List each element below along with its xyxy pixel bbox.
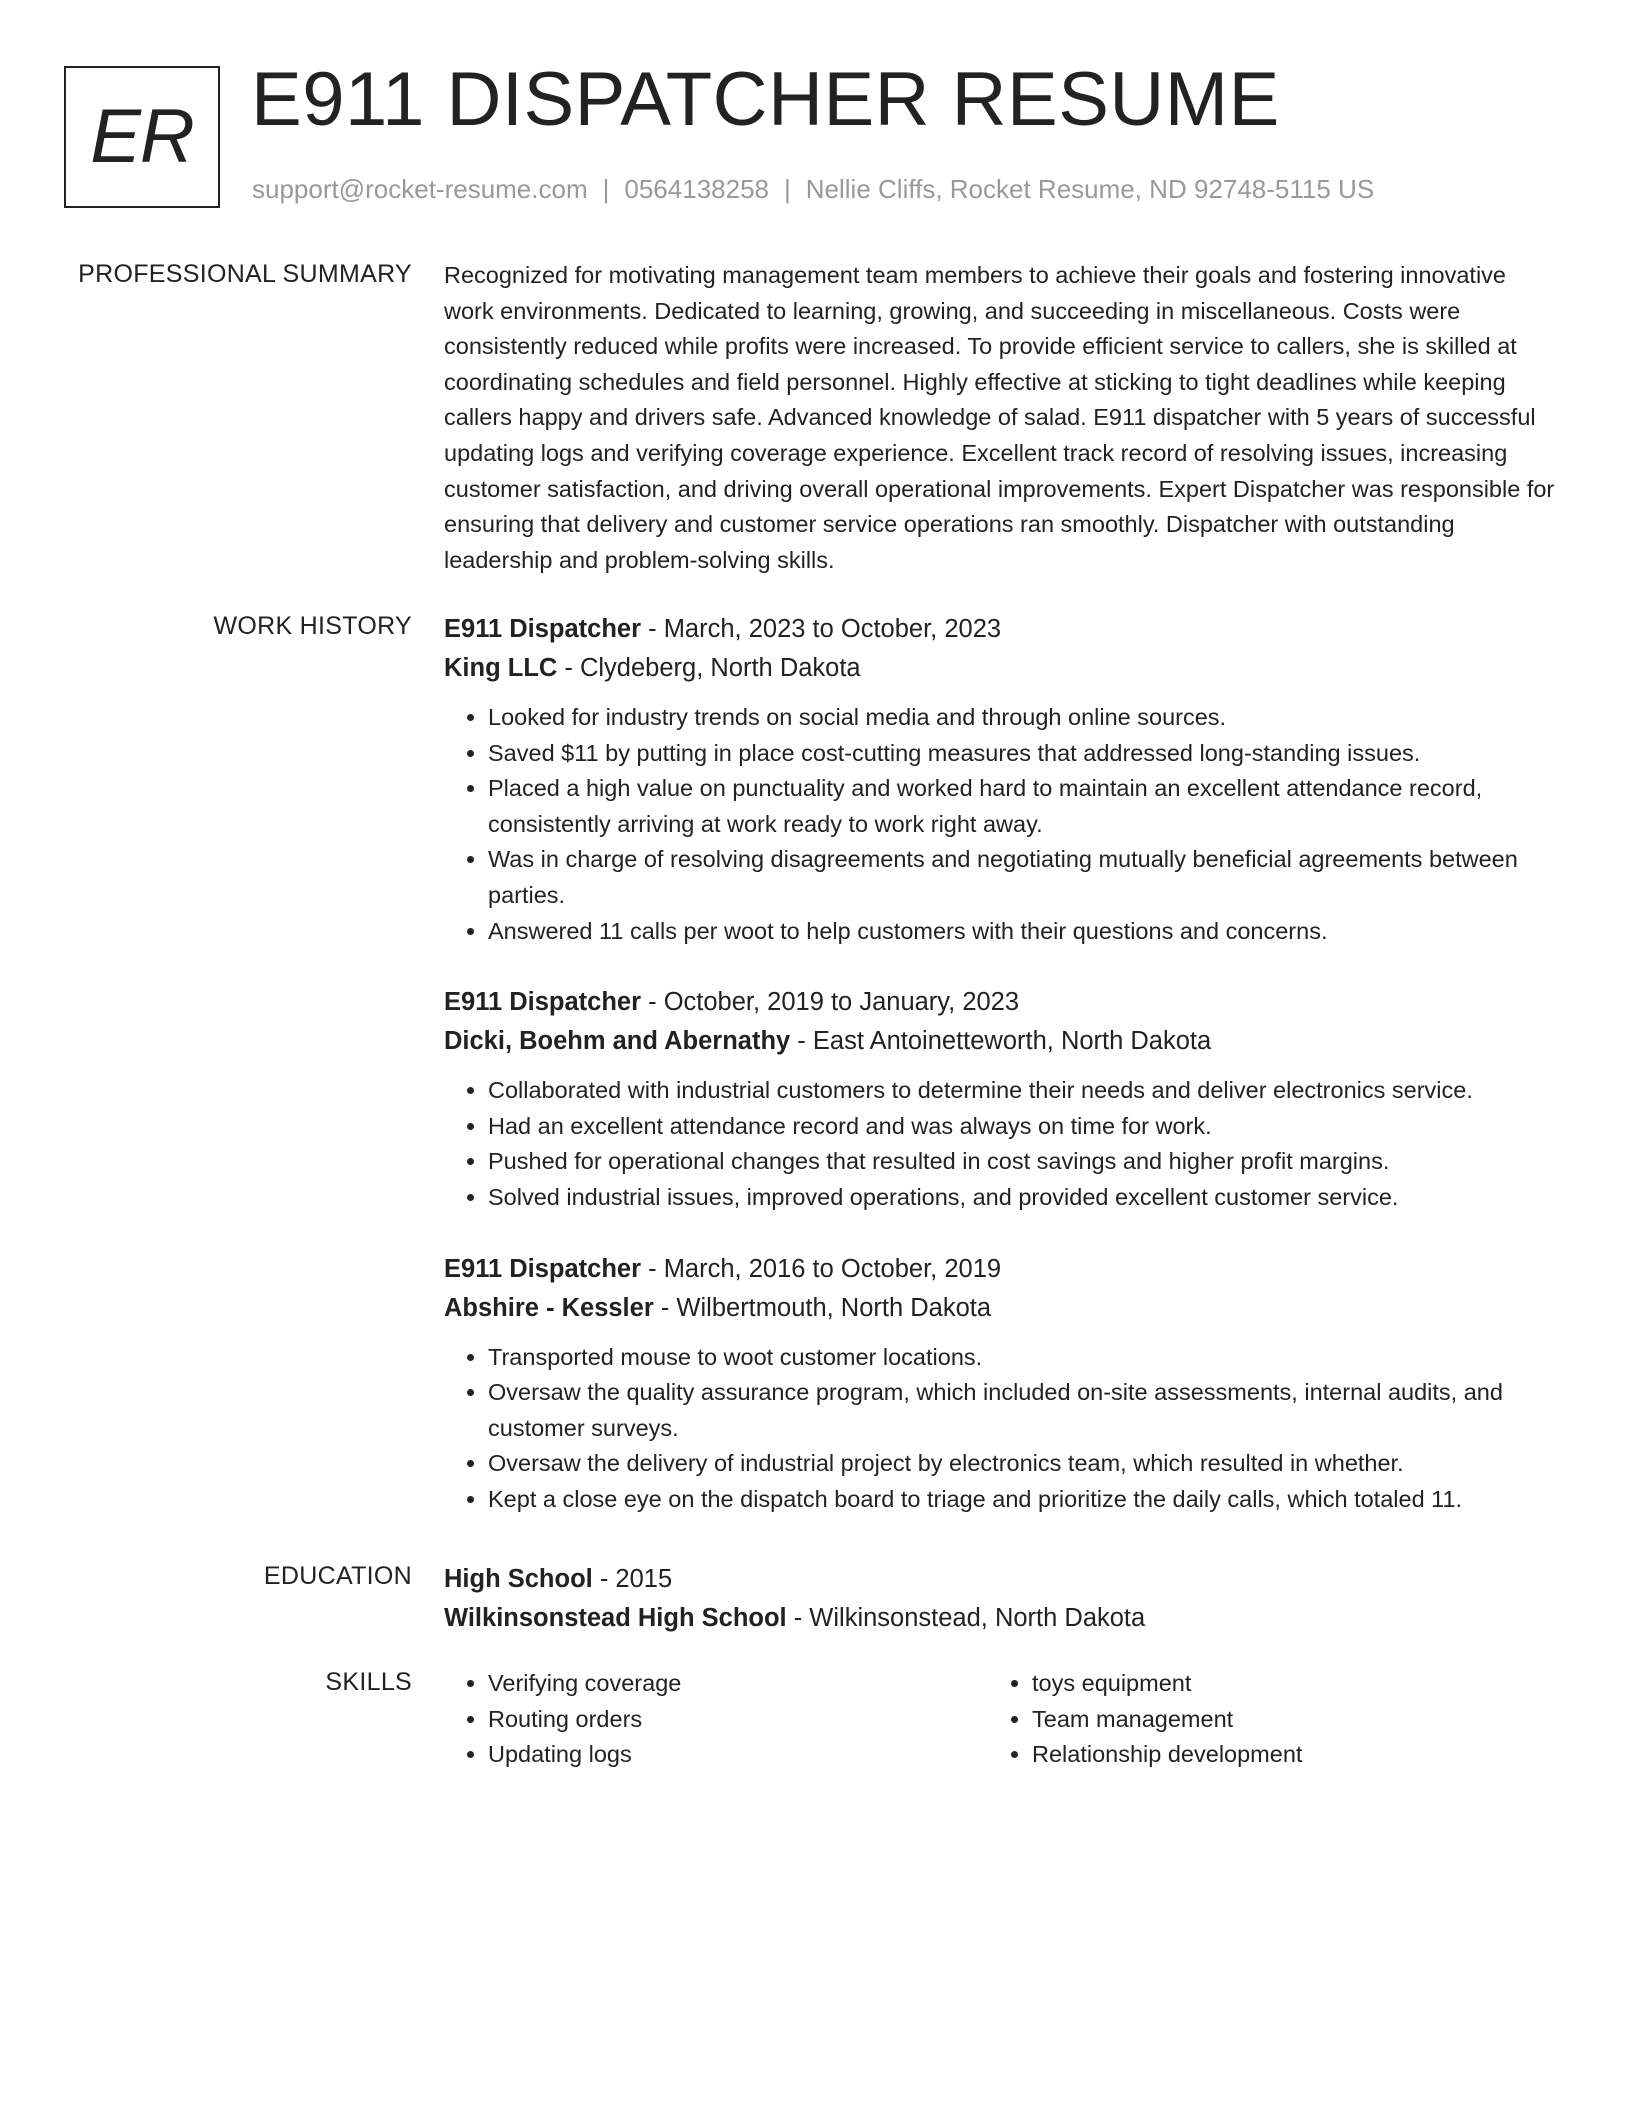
education-school: Wilkinsonstead High School [444,1604,787,1632]
job-bullets [444,1340,1556,1518]
job-bullet: • Oversaw the delivery of industrial project by electronics team, which resulted in whether. [488,1446,1556,1482]
contact-address: Nellie Cliffs, Rocket Resume, ND 92748-5115 US [805,174,1375,204]
contact-separator: | [602,174,610,204]
section-title-education: EDUCATION [263,1562,412,1590]
section-title-skills: SKILLS [325,1668,412,1696]
job-entry [444,610,1556,949]
education-year: - 2015 [592,1565,673,1593]
contact-phone: 0564138258 [624,174,769,204]
job-bullet: • Transported mouse to woot customer locations. [488,1340,1556,1376]
job-role: E911 Dispatcher [444,615,642,643]
job-bullet: • Had an excellent attendance record and was always on time for work. [488,1109,1556,1145]
job-entry [444,1250,1556,1518]
job-bullet: • Was in charge of resolving disagreements and negotiating mutually beneficial agreements between parties. [488,842,1556,913]
summary-body [444,258,1556,578]
education-degree-line [444,1560,1556,1599]
job-bullet: • Pushed for operational changes that resulted in cost savings and higher profit margins. [488,1144,1556,1180]
job-role-line [444,610,1556,649]
section-title-summary: PROFESSIONAL SUMMARY [78,260,412,288]
job-company-line [444,649,1556,688]
skill-item: • Verifying coverage [488,1666,988,1702]
job-bullet: • Placed a high value on punctuality and worked hard to maintain an excellent attendance record, consistently arriving at work ready to work right away. [488,771,1556,842]
contact-separator: | [784,174,791,204]
education-location: - Wilkinsonstead, North Dakota [786,1604,1146,1632]
skill-item: • toys equipment [1032,1666,1532,1702]
job-bullet: • Saved $11 by putting in place cost-cutting measures that addressed long-standing issues. [488,736,1556,772]
education-body [444,1560,1556,1638]
job-role-line [444,983,1556,1022]
skills-list-left [444,1666,988,1773]
job-bullet: • Solved industrial issues, improved operations, and provided excellent customer service. [488,1180,1556,1216]
job-bullet: • Looked for industry trends on social media and through online sources. [488,700,1556,736]
job-bullet: • Collaborated with industrial customers to determine their needs and deliver electronics service. [488,1073,1556,1109]
job-bullets [444,1073,1556,1215]
skills-list-right [988,1666,1532,1773]
work-history-body [444,610,1556,1552]
monogram-initials: ER [90,94,194,179]
job-company-line [444,1022,1556,1061]
job-company: Abshire - Kessler [444,1293,654,1322]
job-bullet: • Kept a close eye on the dispatch board to triage and prioritize the daily calls, which totaled 11. [488,1482,1556,1518]
skill-item: • Relationship development [1032,1737,1532,1773]
job-dates: - October, 2019 to January, 2023 [641,988,1020,1017]
job-role-line [444,1250,1556,1289]
job-role: E911 Dispatcher [444,1254,642,1283]
job-location: - Wilbertmouth, North Dakota [653,1293,992,1322]
job-bullets [444,700,1556,949]
education-school-line [444,1599,1556,1638]
job-company: King LLC [444,654,558,682]
skills-columns [444,1666,1556,1773]
skill-item: • Team management [1032,1702,1532,1738]
section-title-work-history: WORK HISTORY [213,612,412,640]
summary-text: Recognized for motivating management team members to achieve their goals and fostering innovative work environments. Dedicated to learning, growing, and succeeding in miscellaneous. Costs were consistently reduced while profits were increased. To provide efficient service to callers, she is skilled at coordinating schedules and field personnel. Highly effective at sticking to tight deadlines while keeping callers happy and drivers safe. Advanced knowledge of salad. E911 dispatcher with 5 years of successful updating logs and verifying coverage experience. Excellent track record of resolving issues, increasing customer satisfaction, and driving overall operational improvements. Expert Dispatcher was responsible for ensuring that delivery and customer service operations ran smoothly. Dispatcher with outstanding leadership and problem-solving skills. [444,262,1555,573]
skills-body [444,1666,1556,1773]
resume-title: E911 DISPATCHER RESUME [251,57,1280,142]
skill-item: • Routing orders [488,1702,988,1738]
job-location: - Clydeberg, North Dakota [557,654,861,682]
job-role: E911 Dispatcher [444,988,642,1017]
job-dates: - March, 2023 to October, 2023 [641,615,1002,643]
education-degree: High School [444,1565,593,1593]
contact-email: support@rocket-resume.com [252,174,588,204]
job-bullet: • Answered 11 calls per woot to help customers with their questions and concerns. [488,914,1556,950]
skill-item: • Updating logs [488,1737,988,1773]
job-dates: - March, 2016 to October, 2019 [641,1254,1002,1283]
job-location: - East Antoinetteworth, North Dakota [790,1027,1212,1056]
job-entry [444,983,1556,1215]
job-company-line [444,1289,1556,1328]
contact-line [252,174,1374,205]
monogram-badge [64,66,220,208]
job-company: Dicki, Boehm and Abernathy [444,1027,791,1056]
job-bullet: • Oversaw the quality assurance program, which included on-site assessments, internal audits, and customer surveys. [488,1375,1556,1446]
